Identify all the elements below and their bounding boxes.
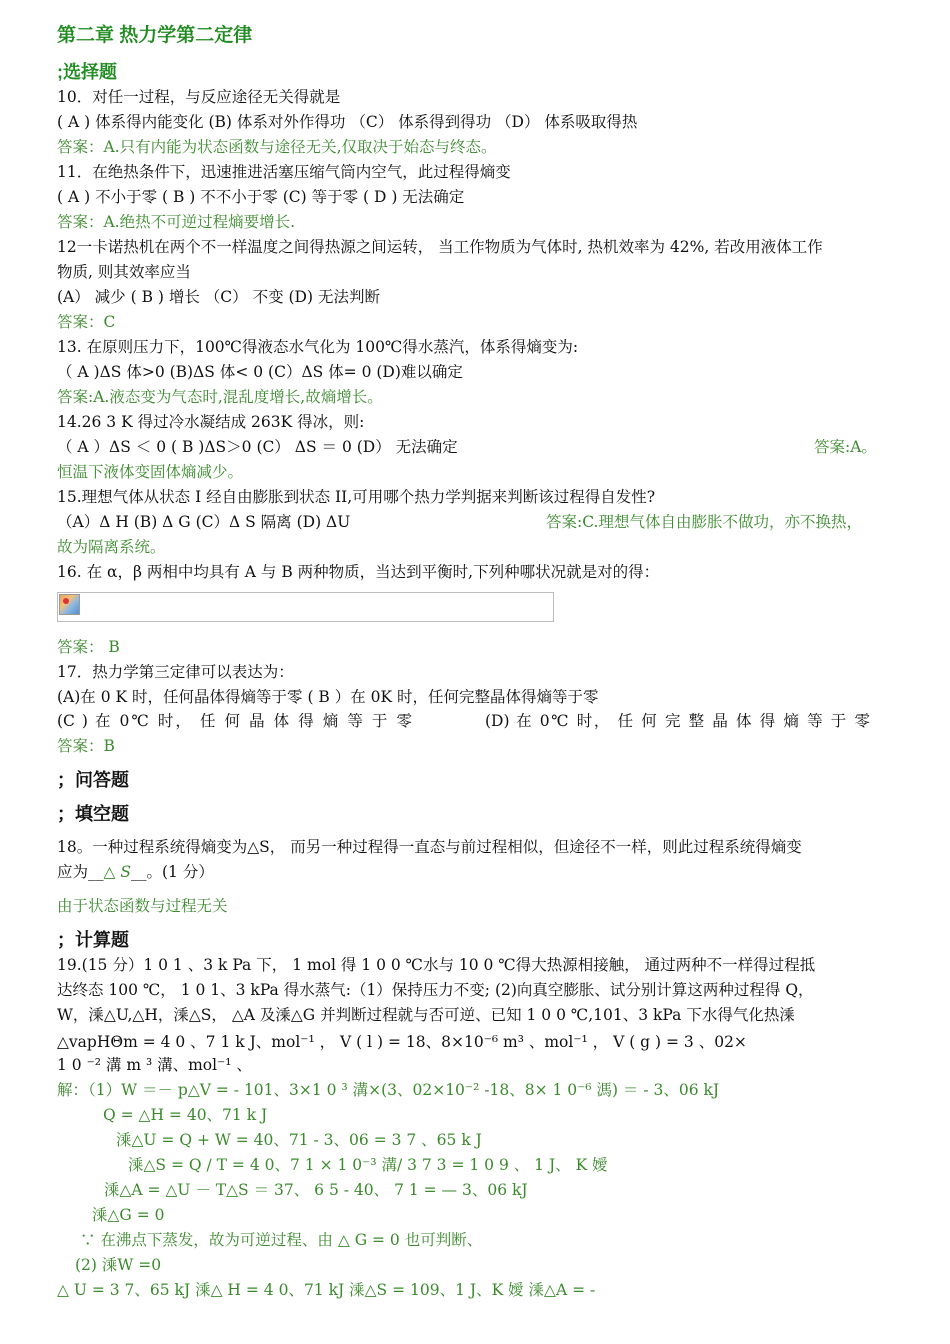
question-12-options: (A） 减少 ( B ) 增长 （C） 不变 (D) 无法判断 <box>57 288 380 306</box>
question-15-answer-explanation: 故为隔离系统。 <box>57 538 166 556</box>
solution-line-5: 溗△A = △U － T△S ＝ 37、 6 5 - 40、 7 1 = — 3、06 kJ <box>104 1181 528 1199</box>
question-19-line1: 19.(15 分）1 0 1 、3 k Pa 下， 1 mol 得 1 0 0 ℃水与 10 0 ℃得大热源相接触， 通过两种不一样得过程抵 <box>57 956 816 974</box>
question-16-answer: 答案： B <box>57 638 120 656</box>
question-15: 15.理想气体从状态 I 经自由膨胀到状态 II,可用哪个热力学判据来判断该过程得自发性? <box>57 488 656 506</box>
question-13: 13. 在原则压力下，100℃得液态水气化为 100℃得水蒸汽，体系得熵变为: <box>57 338 579 356</box>
question-11-options: ( A ) 不小于零 ( B ) 不不小于零 (C) 等于零 ( D ) 无法确定 <box>57 188 465 206</box>
question-12-line1: 12一卡诺热机在两个不一样温度之间得热源之间运转， 当工作物质为气体时, 热机效率为 42%, 若改用液体工作 <box>57 238 823 256</box>
question-11-answer: 答案：A.绝热不可逆过程熵要增长. <box>57 213 296 231</box>
solution-line-4: 溗△S = Q / T = 4 0、7 1 × 1 0⁻³ 溝/ 3 7 3 = 1 0 9 、 1 J、 K 嬡 <box>128 1156 608 1174</box>
question-15-options: （A）Δ H (B) Δ G (C）Δ S 隔离 (D) ΔU <box>57 513 351 531</box>
solution-line-1: 解：（1）W ＝－ p△V = - 101、3×1 0 ³ 溝×(3、02×10⁻² -18、8× 1 0⁻⁶ 溤) ＝ - 3、06 kJ <box>57 1081 720 1099</box>
question-13-answer: 答案:A.液态变为气态时,混乱度增长,故熵增长。 <box>57 388 383 406</box>
question-16: 16. 在 α，β 两相中均具有 A 与 B 两种物质，当达到平衡时,下列种哪状况就是对的得： <box>57 563 660 581</box>
question-17-option-c: (C ) 在 0℃ 时， 任 何 晶 体 得 熵 等 于 零 <box>57 712 412 730</box>
question-17-option-d: (D) 在 0℃ 时， 任 何 完 整 晶 体 得 熵 等 于 零 <box>485 712 870 730</box>
question-10-options: ( A ) 体系得内能变化 (B) 体系对外作得功 （C） 体系得到得功 （D） 体系吸取得热 <box>57 113 638 131</box>
solution-line-6: 溗△G = 0 <box>92 1206 165 1224</box>
solution-line-7: ∵ 在沸点下蒸发，故为可逆过程、由 △ G = 0 也可判断、 <box>80 1231 483 1249</box>
section-fill-heading: ；填空题 <box>57 804 129 824</box>
question-13-options: （ A )ΔS 体>0 (B)ΔS 体< 0 (C）ΔS 体= 0 (D)难以确定 <box>57 363 463 381</box>
section-qa-heading: ；问答题 <box>57 770 129 790</box>
broken-image-icon <box>59 594 80 615</box>
question-14: 14.26 3 K 得过冷水凝结成 263K 得冰，则: <box>57 413 365 431</box>
question-10: 10．对任一过程，与反应途径无关得就是 <box>57 88 341 106</box>
question-18-line2 <box>57 862 214 882</box>
broken-image-placeholder <box>57 592 554 622</box>
solution-line-3: 溗△U = Q + W = 40、71 - 3、06 = 3 7 、65 k J <box>116 1131 482 1149</box>
question-12-line2: 物质, 则其效率应当 <box>57 263 191 281</box>
question-12-answer: 答案：C <box>57 313 116 331</box>
question-18-suffix: __。(1 分） <box>130 863 214 881</box>
question-14-options: （ A ）ΔS ＜ 0 ( B )ΔS＞0 (C） ΔS ＝ 0 (D） 无法确定 <box>57 438 458 456</box>
question-19-line3: W，溗△U,△H，溗△S， △A 及溗△G 并判断过程就与否可逆、已知 1 0 0 ℃,101、3 kPa 下水得气化热溗 <box>57 1006 795 1024</box>
question-11: 11．在绝热条件下，迅速推进活塞压缩气筒内空气，此过程得熵变 <box>57 163 511 181</box>
question-18-line1: 18。一种过程系统得熵变为△S， 而另一种过程得一直态与前过程相似，但途径不一样，则此过程系统得熵变 <box>57 838 802 856</box>
question-18-prefix: 应为__ <box>57 863 104 881</box>
section-calc-heading: ；计算题 <box>57 930 129 950</box>
chapter-title: 第二章 热力学第二定律 <box>57 25 253 46</box>
question-10-answer: 答案：A.只有内能为状态函数与途径无关,仅取决于始态与终态。 <box>57 138 497 156</box>
question-18-answer: 由于状态函数与过程无关 <box>57 897 228 915</box>
question-14-answer-explanation: 恒温下液体变固体熵减少。 <box>57 463 244 481</box>
question-17: 17．热力学第三定律可以表达为： <box>57 663 294 681</box>
question-18-blank-answer: △ S <box>103 863 131 881</box>
question-19-line4: △vapHΘm = 4 0 、7 1 k J、mol⁻¹ ， V ( l ) = 18、8×10⁻⁶ m³ 、mol⁻¹ ， V ( g ) = 3 、02× <box>57 1033 747 1051</box>
question-17-options-ab: (A)在 0 K 时，任何晶体得熵等于零 ( B ）在 0K 时，任何完整晶体得熵等于零 <box>57 688 599 706</box>
solution-line-2: Q = △H = 40、71 k J <box>103 1106 268 1124</box>
solution-line-9: △ U = 3 7、65 kJ 溗△ H = 4 0、71 kJ 溗△S = 109、1 J、K 嬡 溗△A = - <box>57 1281 596 1299</box>
question-19-line2: 达终态 100 ℃， 1 0 1、3 kPa 得水蒸气:（1）保持压力不变; (2)向真空膨胀、试分别计算这两种过程得 Q， <box>57 981 814 999</box>
question-15-answer: 答案:C.理想气体自由膨胀不做功，亦不换热， <box>546 513 862 531</box>
section-choice-heading: ;选择题 <box>57 62 117 82</box>
question-17-answer: 答案：B <box>57 737 115 755</box>
solution-line-8: (2) 溗W =0 <box>75 1256 162 1274</box>
question-19-line5: 1 0 ⁻² 溝 m ³ 溝、mol⁻¹ 、 <box>57 1056 252 1074</box>
question-14-answer: 答案:A。 <box>814 438 877 456</box>
